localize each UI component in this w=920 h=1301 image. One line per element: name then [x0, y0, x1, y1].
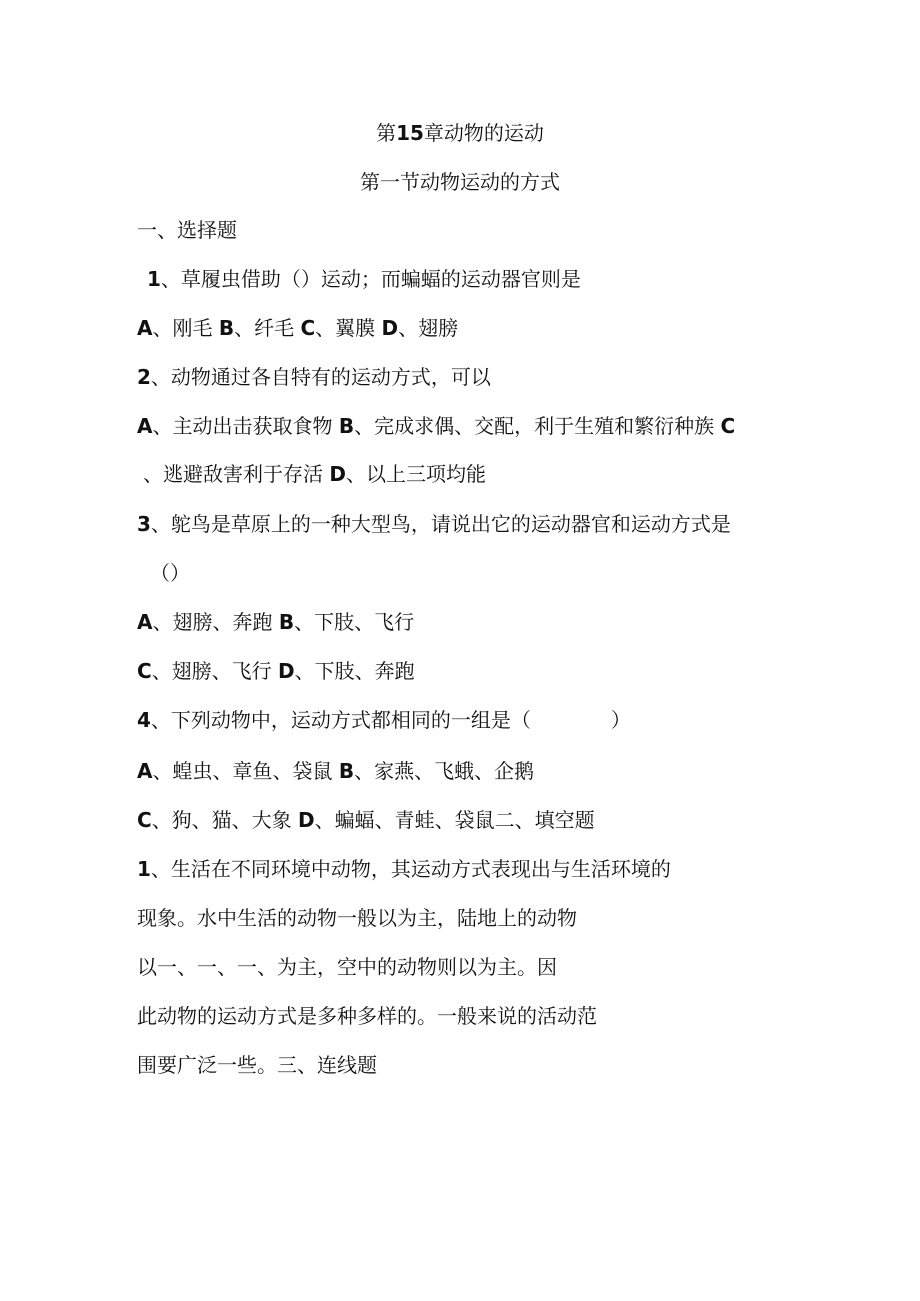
text-bold: B	[218, 316, 235, 340]
text: 、主动出击获取食物	[152, 414, 339, 438]
text: 、纤毛	[234, 316, 301, 340]
question-3-options-line-1	[137, 608, 414, 636]
text-bold: 2	[137, 365, 151, 389]
section-title	[0, 168, 920, 196]
fill-blank-3	[137, 953, 557, 981]
text: 、家燕、飞蛾、企鹅	[354, 759, 535, 783]
text: 、完成求偶、交配，利于生殖和繁衍种族	[354, 414, 721, 438]
chapter-title	[0, 119, 920, 147]
text-bold: 1	[137, 857, 151, 881]
text-bold: D	[329, 462, 346, 486]
text-bold: A	[137, 316, 153, 340]
text-bold: D	[381, 316, 399, 340]
question-2-options-line-1	[137, 412, 735, 440]
text-bold: 1	[147, 267, 161, 291]
question-3-options-line-2	[137, 657, 415, 685]
text: 、动物通过各自特有的运动方式，可以	[150, 365, 491, 389]
text: 、下列动物中，运动方式都相同的一组是（ ）	[150, 708, 631, 732]
text: 、逃避敌害利于存活	[143, 462, 330, 486]
question-4	[137, 706, 631, 734]
text-bold: D	[278, 659, 295, 683]
text: 、翅膀、飞行	[151, 659, 279, 683]
text: 第	[376, 121, 397, 145]
text-bold: 3	[137, 512, 151, 536]
text-bold: 4	[137, 708, 151, 732]
text-bold: A	[137, 414, 153, 438]
text-bold: B	[338, 414, 355, 438]
question-4-options-line-1	[137, 757, 534, 785]
text: 一、选择题	[137, 218, 237, 242]
text: 、以上三项均能	[345, 462, 486, 486]
text: 、刚毛	[152, 316, 219, 340]
fill-blank-4	[137, 1002, 597, 1030]
fill-blank-5	[137, 1051, 377, 1079]
heading-choice	[137, 216, 237, 244]
text: 、草履虫借助（）运动；而蝙蝠的运动器官则是	[160, 267, 581, 291]
text-bold: D	[298, 808, 315, 832]
question-3	[137, 510, 731, 538]
text: 、狗、猫、大象	[151, 808, 299, 832]
text-bold: A	[137, 759, 153, 783]
text-bold: 15	[396, 121, 424, 145]
text: 围要广泛一些。三、连线题	[137, 1053, 377, 1077]
text: 现象。水中生活的动物一般以为主，陆地上的动物	[137, 906, 577, 930]
text: 、蝙蝠、青蛙、袋鼠二、填空题	[314, 808, 595, 832]
text: 、蝗虫、章鱼、袋鼠	[152, 759, 339, 783]
text-bold: C	[300, 316, 316, 340]
question-1-options	[137, 314, 458, 342]
question-2-options-line-2	[143, 460, 486, 488]
text-bold: A	[137, 610, 153, 634]
question-1	[147, 265, 581, 293]
text-bold: B	[278, 610, 295, 634]
text: 章动物的运动	[423, 121, 544, 145]
text-bold: C	[137, 808, 152, 832]
text: 、翅膀	[398, 316, 459, 340]
text-bold: C	[137, 659, 152, 683]
text: 、下肢、飞行	[294, 610, 415, 634]
text: 第一节动物运动的方式	[360, 170, 560, 194]
text: 、鸵鸟是草原上的一种大型鸟，请说出它的运动器官和运动方式是	[150, 512, 731, 536]
text-bold: B	[338, 759, 355, 783]
text: 以一、一、一、为主，空中的动物则以为主。因	[137, 955, 557, 979]
question-2	[137, 363, 491, 391]
fill-blank-1	[137, 855, 671, 883]
text: 、翼膜	[315, 316, 382, 340]
text: 、生活在不同环境中动物，其运动方式表现出与生活环境的	[150, 857, 671, 881]
question-4-options-line-2	[137, 806, 595, 834]
text: 此动物的运动方式是多种多样的。一般来说的活动范	[137, 1004, 597, 1028]
fill-blank-2	[137, 904, 577, 932]
question-3-paren	[150, 559, 190, 587]
text: 、下肢、奔跑	[294, 659, 415, 683]
text-bold: C	[720, 414, 736, 438]
text: 、翅膀、奔跑	[152, 610, 279, 634]
text: （）	[150, 561, 190, 585]
